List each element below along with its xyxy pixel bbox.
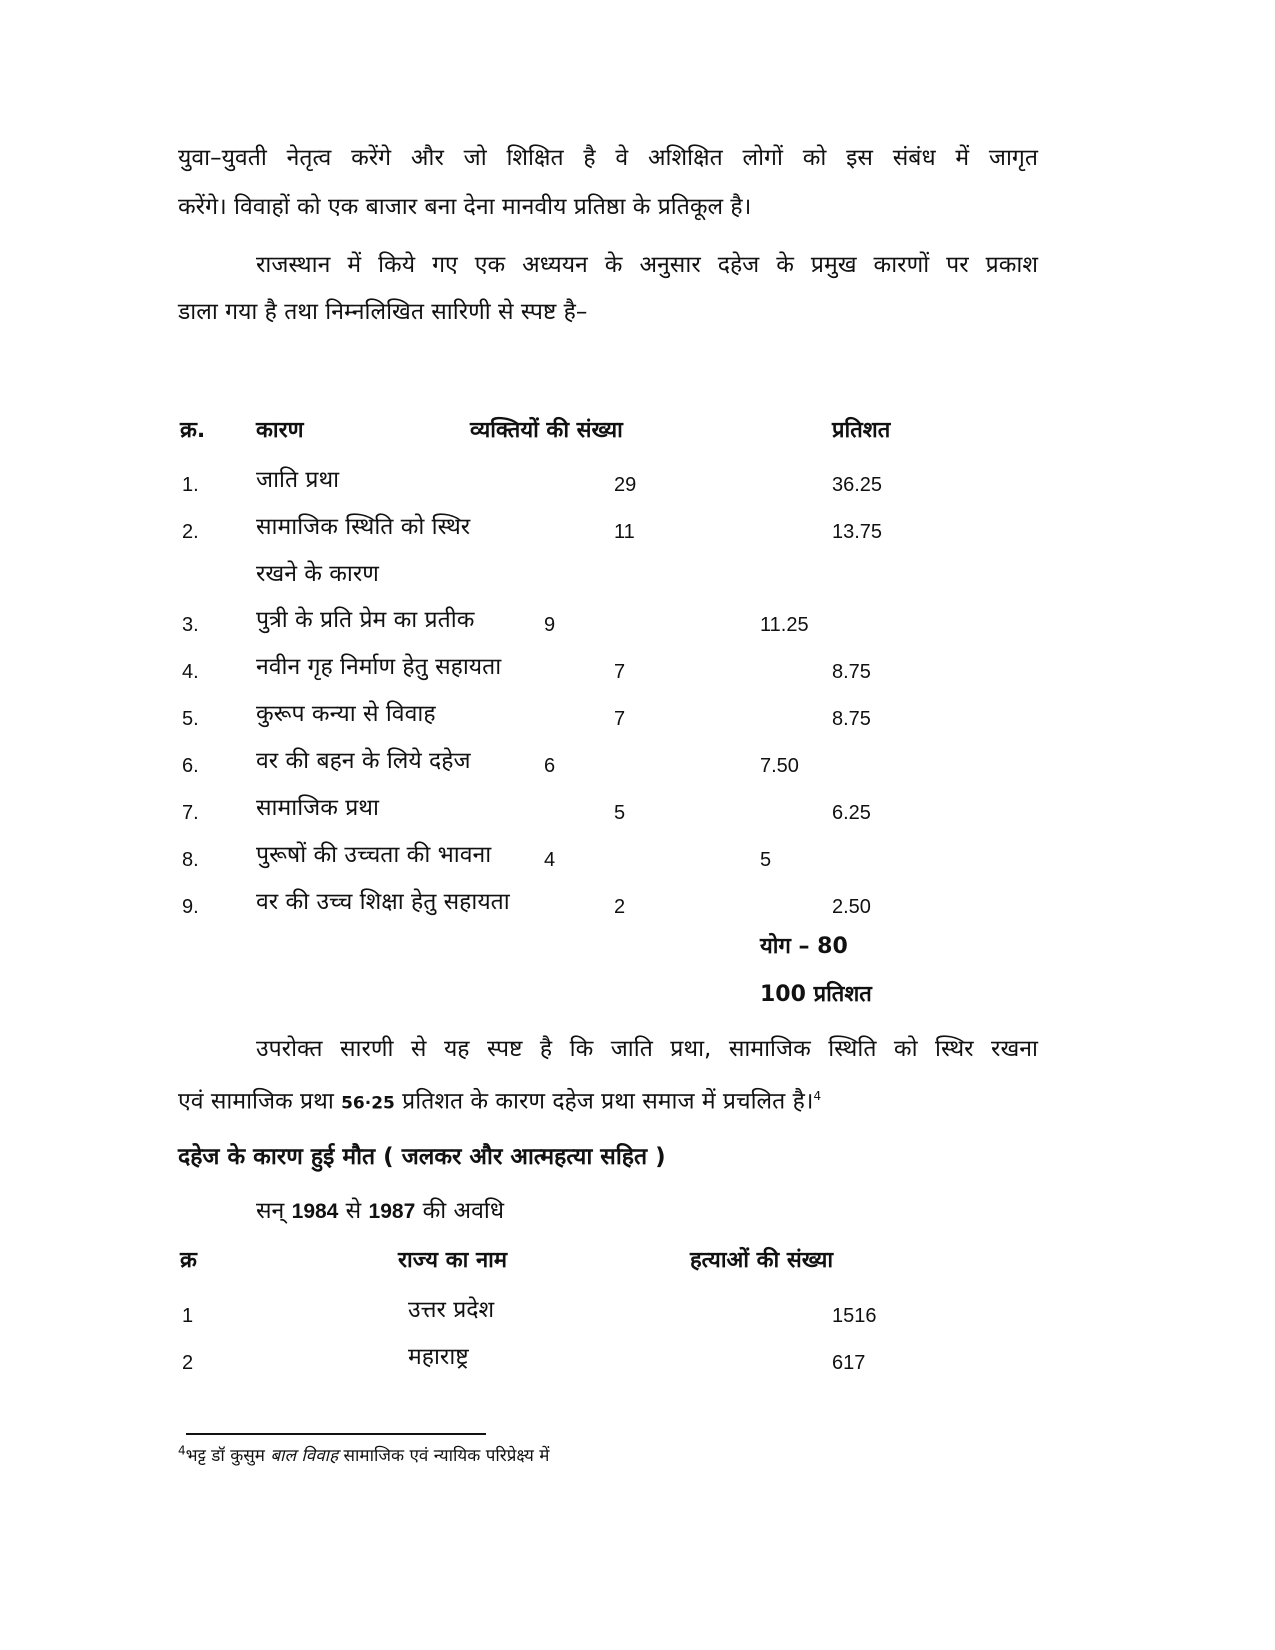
row-percent: 13.75 xyxy=(832,521,883,543)
row-persons: 9 xyxy=(544,614,556,636)
row-sno: 1. xyxy=(182,474,199,496)
intro-line-2: करेंगे। विवाहों को एक बाजार बना देना मानवीय प्रतिष्ठा के प्रतिकूल है। xyxy=(178,194,752,220)
para3-line-2 xyxy=(178,1081,821,1119)
row-cause: वर की बहन के लिये दहेज xyxy=(256,748,471,774)
row-percent: 5 xyxy=(760,849,772,871)
row-percent: 8.75 xyxy=(832,661,871,683)
table1-header-percent: प्रतिशत xyxy=(832,418,891,443)
table1-total-percent: 100 प्रतिशत xyxy=(760,982,872,1007)
table2-header-sno: क्र xyxy=(180,1248,197,1273)
footnote-separator xyxy=(186,1433,486,1435)
row-persons: 7 xyxy=(614,661,626,683)
year-end: 1987 xyxy=(368,1200,416,1223)
row-percent: 2.50 xyxy=(832,896,871,918)
row-persons: 11 xyxy=(614,521,635,543)
row-cause: नवीन गृह निर्माण हेतु सहायता xyxy=(256,654,502,680)
row-state: उत्तर प्रदेश xyxy=(408,1297,495,1323)
footnote-title: बाल विवाह xyxy=(270,1446,339,1466)
row-cause: पुरूषों की उच्चता की भावना xyxy=(256,842,492,868)
row-persons: 5 xyxy=(614,802,626,824)
row-percent: 11.25 xyxy=(760,614,809,636)
row-persons: 4 xyxy=(544,849,556,871)
year-start: 1984 xyxy=(291,1200,339,1223)
section-heading: दहेज के कारण हुई मौत ( जलकर और आत्महत्या सहित ) xyxy=(178,1144,666,1170)
table1-header-cause: कारण xyxy=(256,418,304,443)
footnote-mark: 4 xyxy=(178,1443,186,1458)
table2-header-state: राज्य का नाम xyxy=(398,1248,508,1273)
row-sno: 2 xyxy=(182,1352,194,1374)
row-cause: कुरूप कन्या से विवाह xyxy=(256,701,436,727)
row-sno: 8. xyxy=(182,849,199,871)
table1-total: योग – 80 xyxy=(760,934,848,959)
row-percent: 7.50 xyxy=(760,755,799,777)
footnote-author: भट्ट डॉ कुसुम xyxy=(185,1446,271,1466)
row-persons: 7 xyxy=(614,708,626,730)
row-count: 617 xyxy=(832,1352,866,1374)
table2-header-count: हत्याओं की संख्या xyxy=(690,1248,834,1273)
row-cause: सामाजिक प्रथा xyxy=(256,795,379,821)
row-sno: 6. xyxy=(182,755,199,777)
row-cause: पुत्री के प्रति प्रेम का प्रतीक xyxy=(256,607,475,633)
row-sno: 1 xyxy=(182,1305,194,1327)
row-sno: 2. xyxy=(182,521,199,543)
row-sno: 4. xyxy=(182,661,199,683)
para2-line-1: राजस्थान में किये गए एक अध्ययन के अनुसार दहेज के प्रमुख कारणों पर प्रकाश xyxy=(256,252,1038,278)
period-prefix: सन् xyxy=(256,1198,285,1224)
period-line xyxy=(256,1196,504,1227)
row-sno: 7. xyxy=(182,802,199,824)
para3-text-end: प्रतिशत के कारण दहेज प्रथा समाज में प्रचलित है। xyxy=(394,1088,814,1115)
para3-percent-value: 56·25 xyxy=(341,1093,395,1114)
row-cause-cont: रखने के कारण xyxy=(256,561,379,587)
row-state: महाराष्ट्र xyxy=(408,1344,469,1370)
footnote xyxy=(178,1443,549,1466)
row-count: 1516 xyxy=(832,1305,877,1327)
footnote-ref: 4 xyxy=(813,1089,822,1103)
row-persons: 29 xyxy=(614,474,637,496)
row-sno: 3. xyxy=(182,614,199,636)
row-percent: 6.25 xyxy=(832,802,871,824)
row-percent: 8.75 xyxy=(832,708,871,730)
period-mid: से xyxy=(345,1198,362,1224)
period-suffix: की अवधि xyxy=(422,1198,504,1224)
intro-line-1: युवा–युवती नेतृत्व करेंगे और जो शिक्षित है वे अशिक्षित लोगों को इस संबंध में जागृत xyxy=(178,145,1038,171)
footnote-subtitle: सामाजिक एवं न्यायिक परिप्रेक्ष्य में xyxy=(338,1446,550,1466)
row-cause: सामाजिक स्थिति को स्थिर xyxy=(256,514,471,540)
row-sno: 5. xyxy=(182,708,199,730)
row-persons: 6 xyxy=(544,755,556,777)
table1-header-persons: व्यक्तियों की संख्या xyxy=(470,418,623,443)
row-percent: 36.25 xyxy=(832,474,883,496)
row-cause: वर की उच्च शिक्षा हेतु सहायता xyxy=(256,889,510,915)
row-persons: 2 xyxy=(614,896,626,918)
para3-text: एवं सामाजिक प्रथा xyxy=(178,1088,342,1115)
table1-header-sno: क्र. xyxy=(180,418,206,443)
row-cause: जाति प्रथा xyxy=(256,467,340,493)
para2-line-2: डाला गया है तथा निम्नलिखित सारिणी से स्पष्ट है– xyxy=(178,299,588,325)
row-sno: 9. xyxy=(182,896,199,918)
para3-line-1: उपरोक्त सारणी से यह स्पष्ट है कि जाति प्रथा, सामाजिक स्थिति को स्थिर रखना xyxy=(256,1036,1038,1062)
